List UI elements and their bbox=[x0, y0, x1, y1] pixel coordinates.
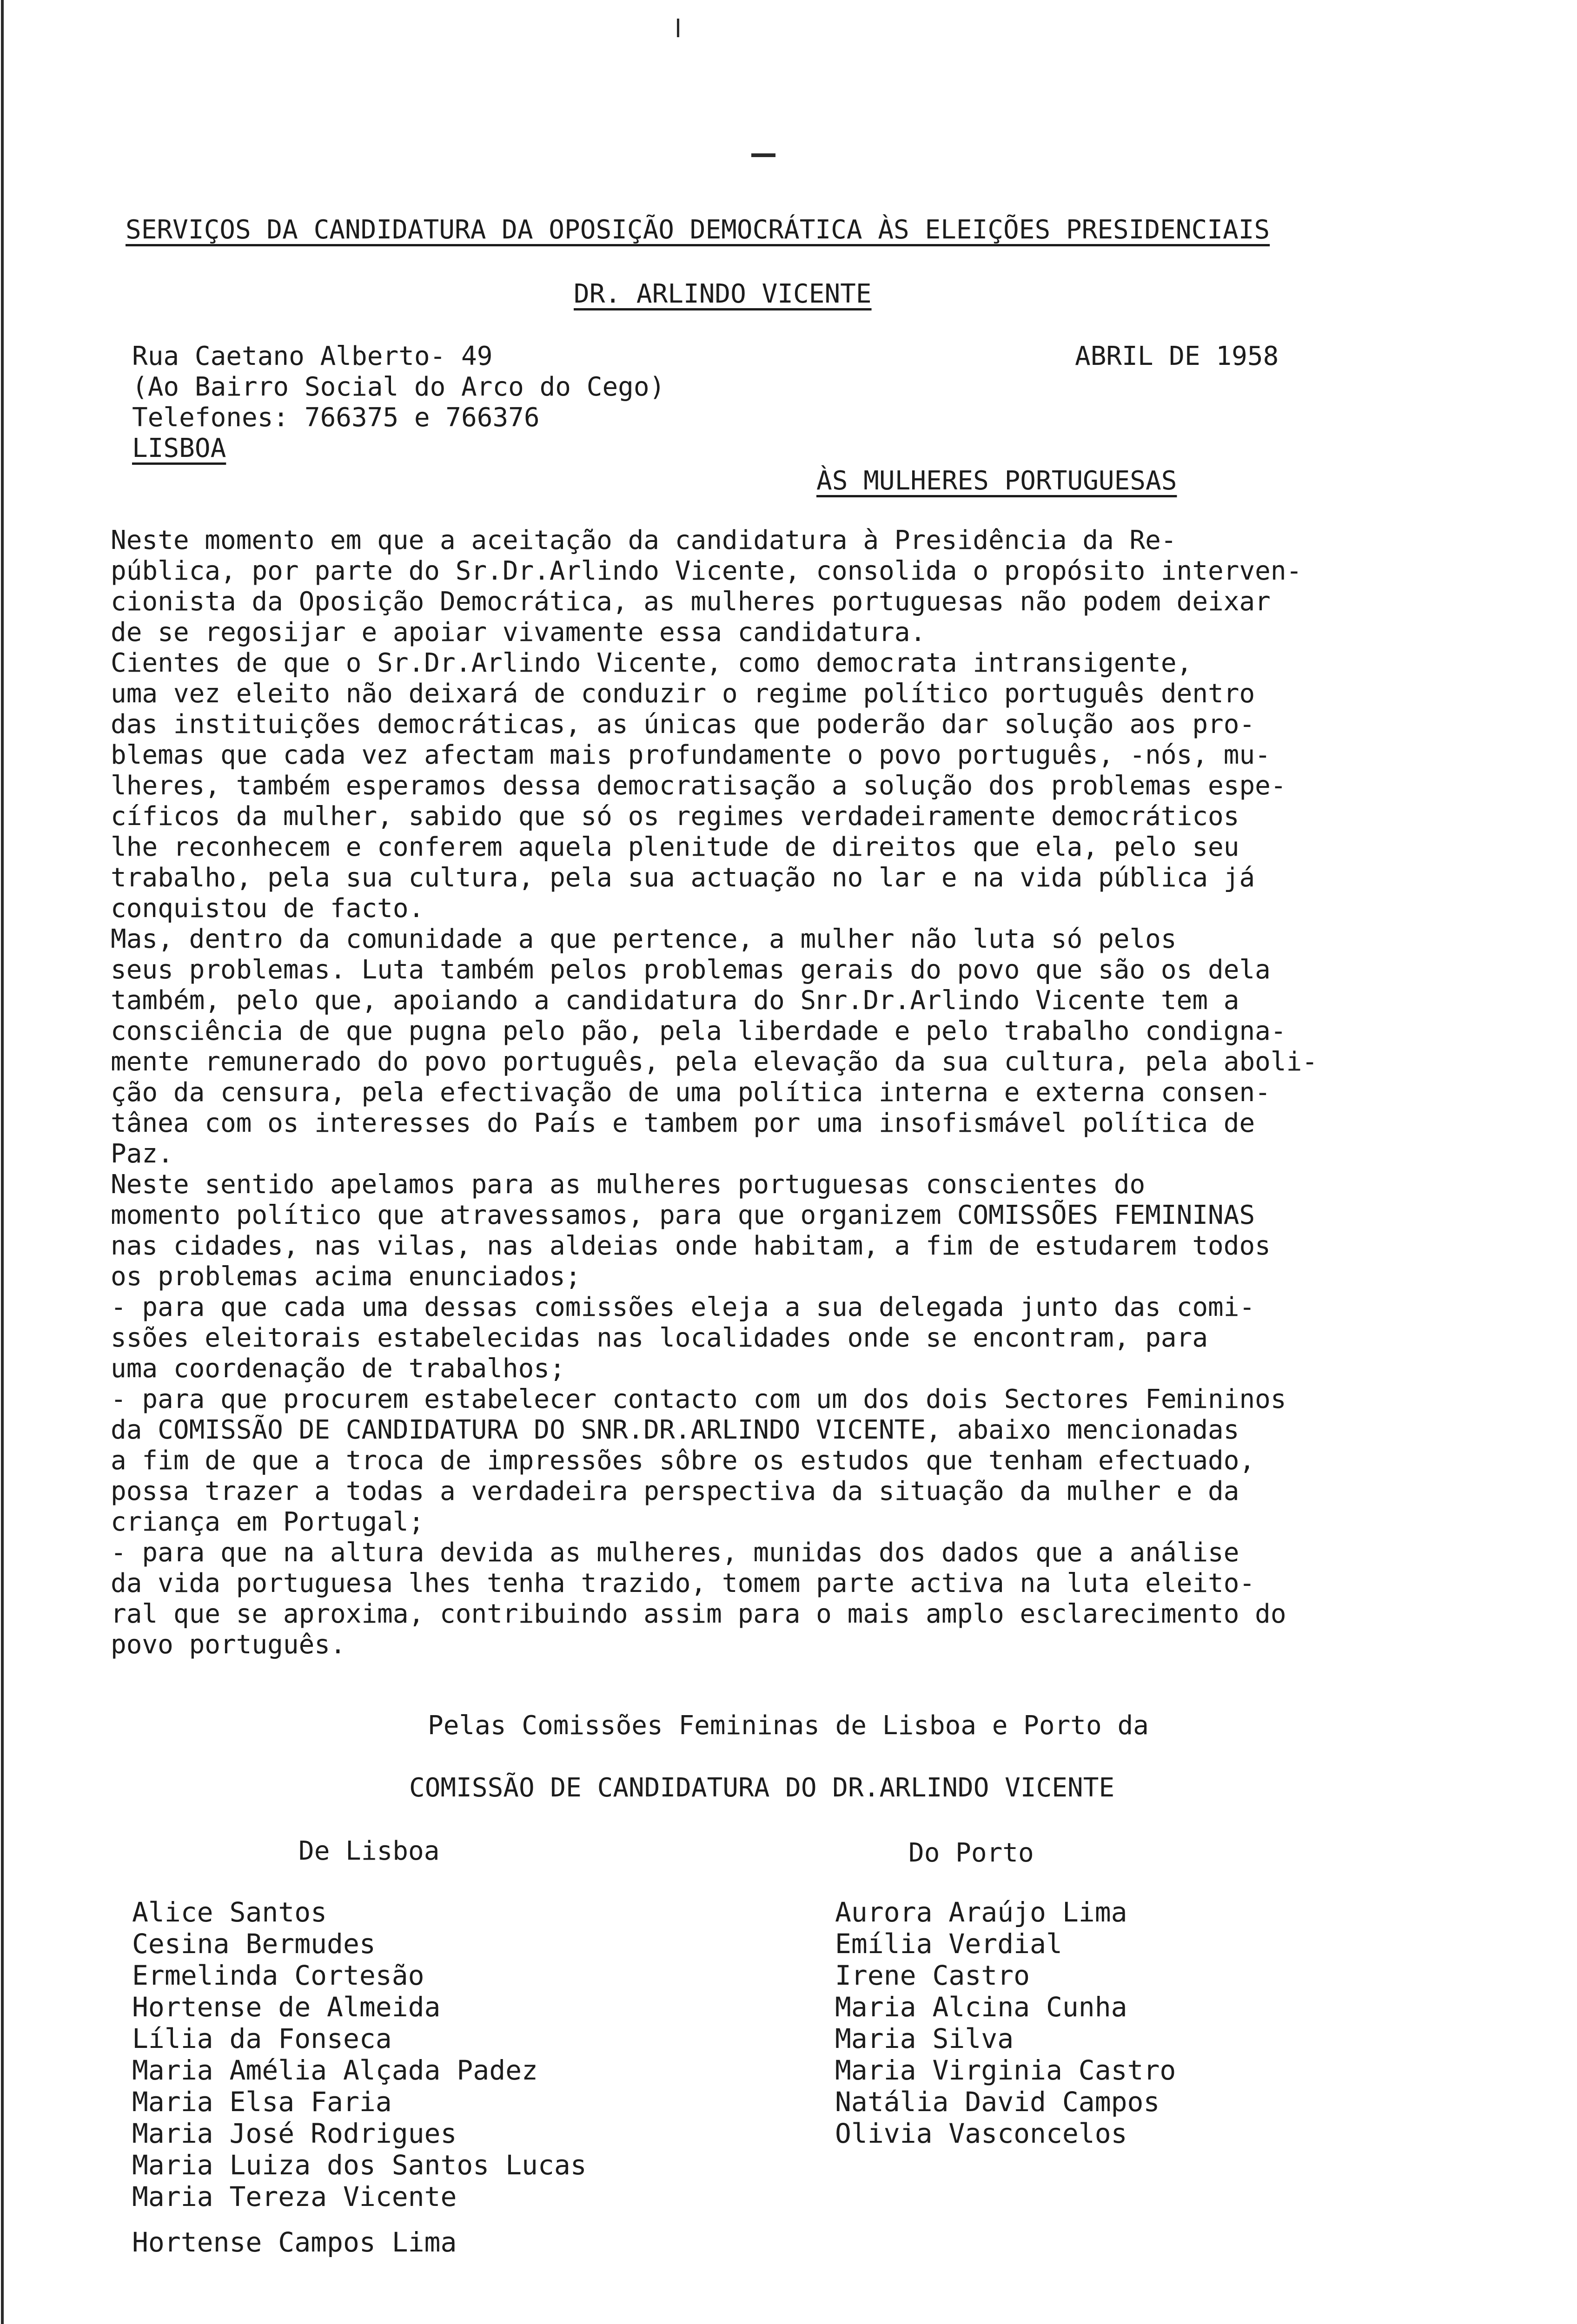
body-line: - para que na altura devida as mulheres, munidas dos dados que a análise bbox=[111, 1538, 1239, 1568]
body-line: Neste momento em que a aceitação da candidatura à Presidência da Re- bbox=[111, 525, 1177, 555]
closing-line-1: Pelas Comissões Femininas de Lisboa e Porto da bbox=[428, 1710, 1149, 1741]
body-line: trabalho, pela sua cultura, pela sua actuação no lar e na vida pública já bbox=[111, 863, 1255, 893]
signatory-name: Irene Castro bbox=[835, 1960, 1030, 1991]
document-header-title: SERVIÇOS DA CANDIDATURA DA OPOSIÇÃO DEMOCRÁTICA ÀS ELEIÇÕES PRESIDENCIAIS bbox=[126, 215, 1270, 245]
body-line: blemas que cada vez afectam mais profundamente o povo português, -nós, mu- bbox=[111, 740, 1271, 770]
body-line: povo português. bbox=[111, 1630, 346, 1660]
body-line: mente remunerado do povo português, pela elevação da sua cultura, pela aboli- bbox=[111, 1047, 1318, 1077]
signatory-name: Maria Amélia Alçada Padez bbox=[132, 2054, 538, 2086]
body-line: da vida portuguesa lhes tenha trazido, tomem parte activa na luta eleito- bbox=[111, 1568, 1255, 1598]
address-line: (Ao Bairro Social do Arco do Cego) bbox=[132, 372, 665, 402]
body-line: - para que procurem estabelecer contacto com um dos dois Sectores Femininos bbox=[111, 1384, 1286, 1414]
porto-heading: Do Porto bbox=[908, 1838, 1034, 1868]
body-line: consciência de que pugna pelo pão, pela liberdade e pelo trabalho condigna- bbox=[111, 1016, 1286, 1046]
porto-signatories-list bbox=[835, 1896, 1176, 2149]
body-line: de se regosijar e apoiar vivamente essa candidatura. bbox=[111, 617, 926, 647]
body-line: ssões eleitorais estabelecidas nas localidades onde se encontram, para bbox=[111, 1323, 1208, 1353]
body-line: conquistou de facto. bbox=[111, 893, 424, 924]
signatory-name: Alice Santos bbox=[132, 1896, 327, 1928]
candidate-name: DR. ARLINDO VICENTE bbox=[574, 279, 872, 309]
body-line: ção da censura, pela efectivação de uma política interna e externa consen- bbox=[111, 1077, 1271, 1108]
signatory-name: Lília da Fonseca bbox=[132, 2023, 392, 2054]
body-line: uma vez eleito não deixará de conduzir o regime político português dentro bbox=[111, 679, 1255, 709]
signatory-name: Aurora Araújo Lima bbox=[835, 1896, 1127, 1928]
signatory-name: Maria Tereza Vicente bbox=[132, 2181, 457, 2212]
letter-date: ABRIL DE 1958 bbox=[1075, 341, 1279, 371]
body-line: lhe reconhecem e conferem aquela plenitude de direitos que ela, pelo seu bbox=[111, 832, 1239, 862]
signatory-name: Maria Elsa Faria bbox=[132, 2086, 392, 2118]
scan-mark bbox=[677, 19, 679, 37]
body-line: - para que cada uma dessas comissões eleja a sua delegada junto das comi- bbox=[111, 1292, 1255, 1322]
addressee-heading: ÀS MULHERES PORTUGUESAS bbox=[816, 466, 1177, 496]
body-line: momento político que atravessamos, para que organizem COMISSÕES FEMININAS bbox=[111, 1200, 1255, 1230]
body-line: também, pelo que, apoiando a candidatura do Snr.Dr.Arlindo Vicente tem a bbox=[111, 985, 1239, 1016]
body-line: ral que se aproxima, contribuindo assim para o mais amplo esclarecimento do bbox=[111, 1599, 1286, 1629]
lisboa-signatories-list bbox=[132, 1896, 587, 2258]
body-line: nas cidades, nas vilas, nas aldeias onde habitam, a fim de estudarem todos bbox=[111, 1231, 1271, 1261]
body-line: a fim de que a troca de impressões sôbre os estudos que tenham efectuado, bbox=[111, 1446, 1255, 1476]
closing-line-2: COMISSÃO DE CANDIDATURA DO DR.ARLINDO VICENTE bbox=[409, 1773, 1115, 1803]
body-line: os problemas acima enunciados; bbox=[111, 1261, 581, 1292]
signatory-name: Hortense Campos Lima bbox=[132, 2226, 457, 2258]
signatory-name: Maria Luiza dos Santos Lucas bbox=[132, 2149, 587, 2181]
body-line: cionista da Oposição Democrática, as mulheres portuguesas não podem deixar bbox=[111, 587, 1271, 617]
body-line: Paz. bbox=[111, 1139, 173, 1169]
body-line: das instituições democráticas, as únicas que poderão dar solução aos pro- bbox=[111, 709, 1255, 739]
body-line: tânea com os interesses do País e tambem por uma insofismável política de bbox=[111, 1108, 1255, 1138]
signatory-name: Emília Verdial bbox=[835, 1928, 1062, 1960]
body-line: Mas, dentro da comunidade a que pertence, a mulher não luta só pelos bbox=[111, 924, 1177, 954]
body-line: possa trazer a todas a verdadeira perspectiva da situação da mulher e da bbox=[111, 1476, 1239, 1506]
body-line: Cientes de que o Sr.Dr.Arlindo Vicente, como democrata intransigente, bbox=[111, 648, 1193, 678]
address-city: LISBOA bbox=[132, 433, 226, 463]
address-line: Telefones: 766375 e 766376 bbox=[132, 403, 540, 433]
signatory-name: Cesina Bermudes bbox=[132, 1928, 376, 1960]
letter-body bbox=[111, 525, 1496, 1660]
body-line: Neste sentido apelamos para as mulheres portuguesas conscientes do bbox=[111, 1169, 1146, 1200]
body-line: cíficos da mulher, sabido que só os regimes verdadeiramente democráticos bbox=[111, 801, 1239, 832]
page-left-edge bbox=[1, 0, 4, 2324]
signatory-name: Natália David Campos bbox=[835, 2086, 1160, 2118]
signatory-name: Olivia Vasconcelos bbox=[835, 2118, 1127, 2149]
body-line: lheres, também esperamos dessa democratisação a solução dos problemas espe- bbox=[111, 771, 1286, 801]
signatory-name: Ermelinda Cortesão bbox=[132, 1960, 424, 1991]
signatory-name: Maria Alcina Cunha bbox=[835, 1991, 1127, 2023]
signatory-name: Maria José Rodrigues bbox=[132, 2118, 457, 2149]
body-line: seus problemas. Luta também pelos problemas gerais do povo que são os dela bbox=[111, 955, 1271, 985]
body-line: pública, por parte do Sr.Dr.Arlindo Vicente, consolida o propósito interven- bbox=[111, 556, 1302, 586]
signatory-name: Maria Virginia Castro bbox=[835, 2054, 1176, 2086]
address-line: Rua Caetano Alberto- 49 bbox=[132, 341, 493, 371]
lisboa-heading: De Lisboa bbox=[298, 1836, 440, 1866]
signatory-name: Maria Silva bbox=[835, 2023, 1014, 2054]
body-line: criança em Portugal; bbox=[111, 1507, 424, 1537]
scan-mark bbox=[751, 153, 775, 157]
body-line: da COMISSÃO DE CANDIDATURA DO SNR.DR.ARLINDO VICENTE, abaixo mencionadas bbox=[111, 1415, 1239, 1445]
signatory-name: Hortense de Almeida bbox=[132, 1991, 441, 2023]
body-line: uma coordenação de trabalhos; bbox=[111, 1353, 565, 1384]
